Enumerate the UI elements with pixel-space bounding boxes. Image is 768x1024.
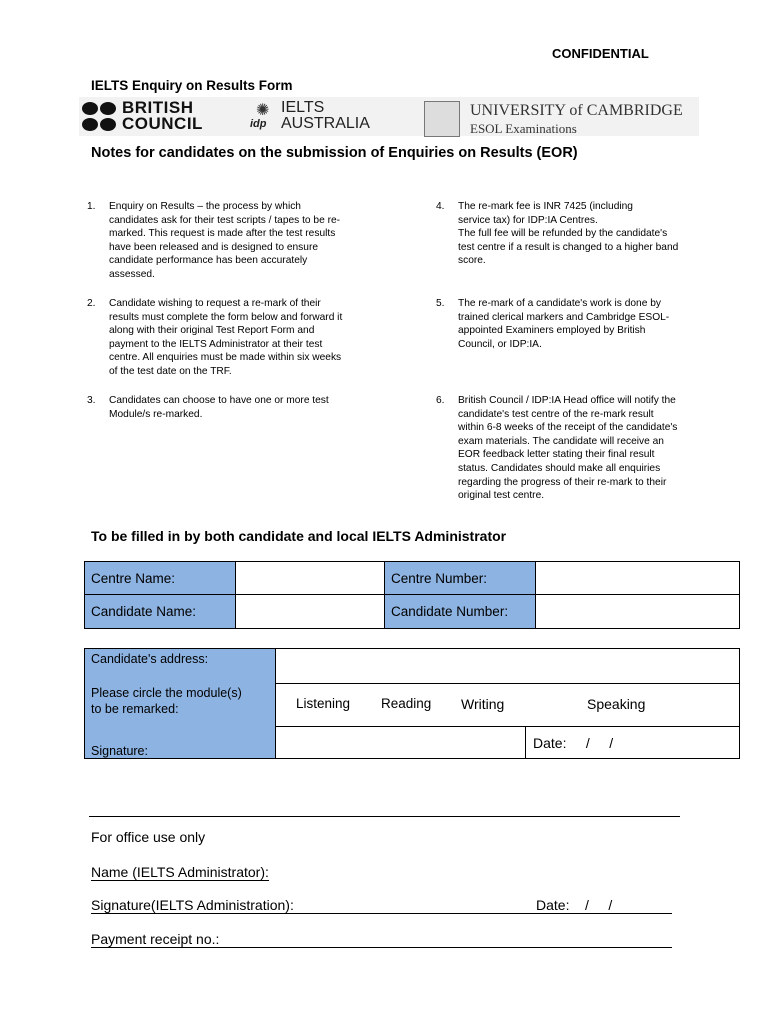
module-speaking[interactable]: Speaking <box>587 696 646 712</box>
centre-number-field[interactable] <box>536 562 740 595</box>
note-line: payment to the IELTS Administrator at their test <box>109 338 323 350</box>
note-line: Council, or IDP:IA. <box>458 338 542 350</box>
note-line: along with their original Test Report Form and <box>109 325 315 337</box>
note-line: score. <box>458 255 486 267</box>
note-number: 4. <box>436 201 445 212</box>
note-line: Candidates can choose to have one or more test <box>109 395 329 406</box>
note-line: Enquiry on Results – the process by which <box>109 201 301 212</box>
office-use-heading: For office use only <box>91 829 206 845</box>
candidate-number-label: Candidate Number: <box>385 595 536 629</box>
note-line: British Council / IDP:IA Head office will notify the <box>458 395 676 406</box>
idp-text: idp <box>250 118 267 130</box>
note-line: The re-mark fee is INR 7425 (including <box>458 201 633 212</box>
note-line: marked. This request is made after the test results <box>109 228 336 240</box>
cambridge-esol: ESOL Examinations <box>470 121 577 136</box>
payment-receipt-line[interactable] <box>91 931 672 948</box>
note-line: appointed Examiners employed by British <box>458 325 646 337</box>
note-line: EOR feedback letter stating their final result <box>458 449 655 461</box>
module-reading[interactable]: Reading <box>381 696 432 711</box>
note-line: Module/s re-marked. <box>109 408 203 420</box>
candidate-number-field[interactable] <box>536 595 740 629</box>
note-number: 2. <box>87 298 96 309</box>
notes-heading: Notes for candidates on the submission of Enquiries on Results (EOR) <box>91 145 578 161</box>
cambridge-crest-icon <box>424 101 460 137</box>
module-writing[interactable]: Writing <box>461 696 505 712</box>
admin-signature-line[interactable] <box>91 897 672 914</box>
idp-globe-icon: ✺ <box>256 102 270 119</box>
note-line: service tax) for IDP:IA Centres. <box>458 214 598 226</box>
office-divider <box>89 816 680 817</box>
note-line: results must complete the form below and forward it <box>109 311 343 323</box>
note-line: The full fee will be refunded by the candidate's <box>458 228 668 240</box>
note-line: status. Candidates should make all enquiries <box>458 462 661 474</box>
address-module-table <box>84 648 740 759</box>
candidate-name-label: Candidate Name: <box>85 595 236 629</box>
date-label: Date: / / <box>533 735 614 751</box>
centre-name-field[interactable] <box>236 562 385 595</box>
note-line: Candidate wishing to request a re-mark of their <box>109 298 321 309</box>
address-label: Candidate's address: <box>91 652 209 666</box>
section-heading: To be filled in by both candidate and local IELTS Administrator <box>91 528 507 544</box>
form-title: IELTS Enquiry on Results Form <box>91 78 293 93</box>
british-council-line1: BRITISH <box>122 98 194 117</box>
note-number: 5. <box>436 298 445 309</box>
ielts-text: IELTS <box>281 99 325 116</box>
british-council-dots-icon <box>82 102 118 132</box>
note-line: assessed. <box>109 268 155 280</box>
australia-text: AUSTRALIA <box>281 115 370 132</box>
admin-signature-label: Signature(IELTS Administration): <box>91 897 294 913</box>
note-line: centre. All enquiries must be made within six weeks <box>109 352 342 364</box>
module-listening[interactable]: Listening <box>296 696 351 711</box>
note-number: 1. <box>87 201 96 212</box>
note-line: test centre if a result is changed to a higher band <box>458 241 679 253</box>
cambridge-name: UNIVERSITY of CAMBRIDGE <box>470 102 683 119</box>
circle-modules-label: Please circle the module(s) <box>91 686 242 700</box>
note-line: within 6-8 weeks of the receipt of the candidate's <box>458 422 678 434</box>
office-date-label: Date: / / <box>536 897 613 913</box>
centre-number-label: Centre Number: <box>385 562 536 595</box>
modules-cell <box>275 683 740 727</box>
note-number: 3. <box>87 395 96 406</box>
note-line: have been released and is designed to ensure <box>109 241 318 253</box>
note-line: of the test date on the TRF. <box>109 365 232 377</box>
payment-receipt-label: Payment receipt no.: <box>91 931 220 947</box>
note-line: regarding the progress of their re-mark to their <box>458 476 667 488</box>
note-line: candidate performance has been accurately <box>109 255 308 267</box>
note-number: 6. <box>436 395 445 406</box>
signature-label: Signature: <box>91 744 148 758</box>
note-line: candidates ask for their test scripts / tapes to be re- <box>109 214 341 226</box>
note-line: candidate's test centre of the re-mark result <box>458 408 654 420</box>
admin-name-label: Name (IELTS Administrator): <box>91 864 269 880</box>
circle-modules-label-2: to be remarked: <box>91 702 179 716</box>
signature-field[interactable] <box>275 726 526 759</box>
british-council-line2: COUNCIL <box>122 114 203 133</box>
candidate-info-table <box>84 561 740 629</box>
address-label-cell <box>84 648 276 759</box>
address-field[interactable] <box>275 648 740 684</box>
confidential-label: CONFIDENTIAL <box>552 46 649 61</box>
note-line: exam materials. The candidate will receive an <box>458 435 664 447</box>
date-field[interactable] <box>525 726 740 759</box>
note-line: trained clerical markers and Cambridge ESOL- <box>458 311 670 323</box>
candidate-name-field[interactable] <box>236 595 385 629</box>
centre-name-label: Centre Name: <box>85 562 236 595</box>
note-line: original test centre. <box>458 490 545 502</box>
note-line: The re-mark of a candidate's work is done by <box>458 298 661 309</box>
